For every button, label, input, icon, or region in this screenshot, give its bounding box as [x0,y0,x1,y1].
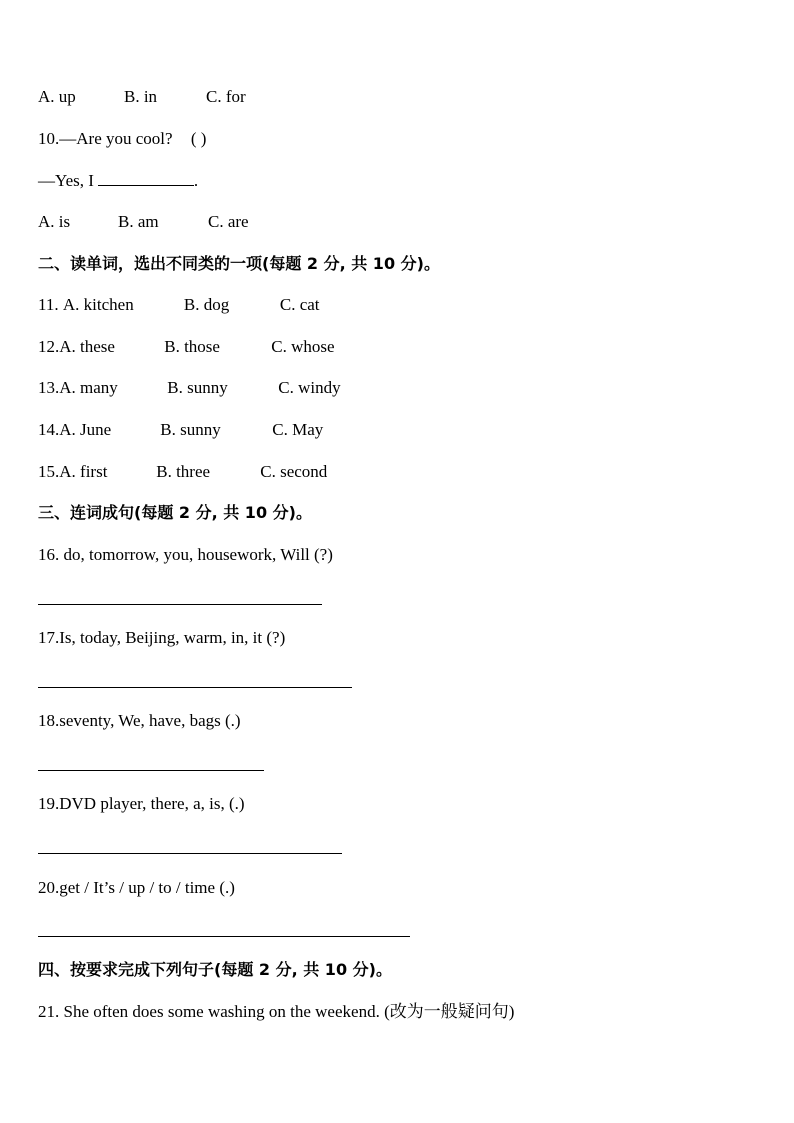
section2-heading: 二、读单词，选出不同类的一项(每题 2 分, 共 10 分)。 [38,254,440,273]
question-12 [38,337,335,357]
question-15 [38,462,327,482]
option-b: B. those [164,337,220,356]
option-a: A. many [59,378,118,397]
question-number: 12. [38,337,60,356]
option-b: B. sunny [160,420,221,439]
option-a: A. first [59,462,108,481]
question-number: 14. [38,420,60,439]
option-a: A. June [59,420,112,439]
option-b: B. am [118,212,159,231]
option-b: B. in [124,87,158,106]
answer-line-16[interactable] [38,604,322,605]
option-c: C. windy [278,378,341,397]
question-13 [38,378,341,398]
option-c: C. whose [271,337,335,356]
option-b: B. three [156,462,211,481]
question-19: 19.DVD player, there, a, is, (.) [38,794,245,813]
option-c: C. May [272,420,324,439]
question-number: 11. [38,295,63,314]
q10-options [38,212,249,232]
option-c: C. are [208,212,249,231]
question-text: 10.—Are you cool? [38,129,173,148]
option-a: A. kitchen [62,295,134,314]
section4-heading: 四、按要求完成下列句子(每题 2 分, 共 10 分)。 [38,960,392,979]
question-number: 15. [38,462,60,481]
section3-heading: 三、连词成句(每题 2 分, 共 10 分)。 [38,503,312,522]
answer-blank[interactable] [98,171,194,186]
option-c: C. for [206,87,246,106]
q9-options [38,87,246,107]
q10-question [38,129,206,149]
q10-answer [38,171,198,191]
question-16: 16. do, tomorrow, you, housework, Will (?) [38,545,333,564]
option-a: A. is [38,212,71,231]
option-c: C. second [260,462,328,481]
question-14 [38,420,323,440]
question-11 [38,295,320,315]
question-20: 20.get / It’s / up / to / time (.) [38,878,235,897]
option-a: A. these [59,337,115,356]
answer-prefix: —Yes, I [38,171,94,190]
option-a: A. up [38,87,76,106]
option-b: B. sunny [167,378,228,397]
answer-bracket: ( ) [190,129,207,148]
option-b: B. dog [183,295,230,314]
answer-line-18[interactable] [38,770,264,771]
answer-line-19[interactable] [38,853,342,854]
answer-suffix: . [193,171,199,190]
question-21: 21. She often does some washing on the weekend. (改为一般疑问句) [38,1002,515,1021]
question-18: 18.seventy, We, have, bags (.) [38,711,241,730]
question-number: 13. [38,378,60,397]
answer-line-20[interactable] [38,936,410,937]
question-17: 17.Is, today, Beijing, warm, in, it (?) [38,628,286,647]
answer-line-17[interactable] [38,687,352,688]
option-c: C. cat [279,295,320,314]
